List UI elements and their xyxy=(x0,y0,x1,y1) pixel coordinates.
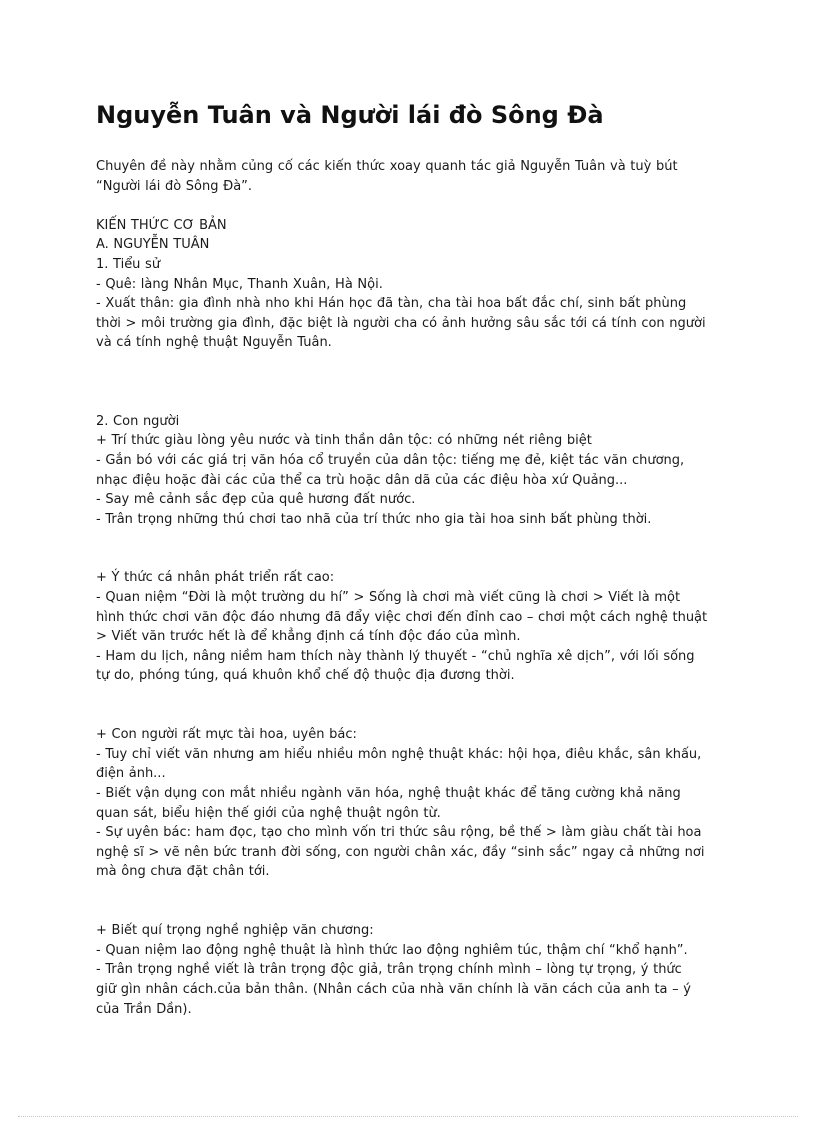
paragraph-spacer xyxy=(96,686,728,725)
biography-line: và cá tính nghệ thuật Nguyễn Tuân. xyxy=(96,335,332,351)
part-heading: A. NGUYỄN TUÂN xyxy=(96,237,210,253)
basic-knowledge-section xyxy=(96,216,728,353)
intro-line: “Người lái đò Sông Đà”. xyxy=(96,178,253,194)
intro-line: Chuyên đề này nhằm củng cố các kiến thức xoay quanh tác giả Nguyễn Tuân và tuỳ bút xyxy=(96,159,678,174)
biography-line: - Quê: làng Nhân Mục, Thanh Xuân, Hà Nội. xyxy=(96,276,383,292)
talent-line: - Sự uyên bác: ham đọc, tạo cho mình vốn tri thức sâu rộng, bề thế > làm giàu chất tài hoa xyxy=(96,825,702,841)
individualism-line: - Quan niệm “Đời là một trường du hí” > Sống là chơi mà viết cũng là chơi > Viết là một xyxy=(96,590,681,606)
individualism-line: + Ý thức cá nhân phát triển rất cao: xyxy=(96,570,335,586)
talent-line: quan sát, biểu hiện thế giới của nghệ thuật ngôn từ. xyxy=(96,805,441,821)
biography-heading: 1. Tiểu sử xyxy=(96,256,161,272)
individualism-line: > Viết văn trước hết là để khẳng định cá tính độc đáo của mình. xyxy=(96,629,521,645)
talent-section xyxy=(96,725,728,882)
person-line: - Say mê cảnh sắc đẹp của quê hương đất nước. xyxy=(96,492,416,508)
paragraph-spacer xyxy=(96,529,728,568)
biography-line: thời > môi trường gia đình, đặc biệt là người cha có ảnh hưởng sâu sắc tới cá tính con người xyxy=(96,315,706,331)
profession-line: - Quan niệm lao động nghệ thuật là hình thức lao động nghiêm túc, thậm chí “khổ hạnh”. xyxy=(96,942,688,958)
person-line: - Gắn bó với các giá trị văn hóa cổ truyền của dân tộc: tiếng mẹ đẻ, kiệt tác văn chương, xyxy=(96,452,685,468)
person-line: nhạc điệu hoặc đài các của thể ca trù hoặc dân dã của các điệu hòa xứ Quảng... xyxy=(96,472,628,488)
person-section xyxy=(96,412,728,530)
paragraph-spacer xyxy=(96,353,728,412)
individualism-line: tự do, phóng túng, quá khuôn khổ chế độ thuộc địa đương thời. xyxy=(96,668,515,684)
talent-line: điện ảnh... xyxy=(96,766,166,782)
biography-line: - Xuất thân: gia đình nhà nho khi Hán học đã tàn, cha tài hoa bất đắc chí, sinh bất phùng xyxy=(96,296,687,312)
individualism-line: - Ham du lịch, nâng niềm ham thích này thành lý thuyết - “chủ nghĩa xê dịch”, với lối sống xyxy=(96,648,695,664)
talent-line: + Con người rất mực tài hoa, uyên bác: xyxy=(96,727,357,743)
profession-line: của Trần Dần). xyxy=(96,1001,192,1017)
document-page xyxy=(96,98,728,1019)
person-line: + Trí thức giàu lòng yêu nước và tinh thần dân tộc: có những nét riêng biệt xyxy=(96,433,592,449)
page-bottom-divider xyxy=(18,1116,798,1117)
person-heading: 2. Con người xyxy=(96,413,180,429)
talent-line: mà ông chưa đặt chân tới. xyxy=(96,864,270,880)
individualism-line: hình thức chơi văn độc đáo nhưng đã đẩy việc chơi đến đỉnh cao – chơi một cách nghệ thuật xyxy=(96,609,708,625)
person-line: - Trân trọng những thú chơi tao nhã của trí thức nho gia tài hoa sinh bất phùng thời. xyxy=(96,511,652,527)
profession-line: giữ gìn nhân cách.của bản thân. (Nhân cách của nhà văn chính là văn cách của anh ta – ý xyxy=(96,981,691,997)
profession-section xyxy=(96,921,728,1019)
profession-line: + Biết quí trọng nghề nghiệp văn chương: xyxy=(96,923,374,939)
intro-paragraph xyxy=(96,157,728,196)
talent-line: - Biết vận dụng con mắt nhiều ngành văn hóa, nghệ thuật khác để tăng cường khả năng xyxy=(96,786,681,802)
individualism-section xyxy=(96,568,728,686)
profession-line: - Trân trọng nghề viết là trân trọng độc giả, trân trọng chính mình – lòng tự trọng, ý thức xyxy=(96,962,682,978)
document-title: Nguyễn Tuân và Người lái đò Sông Đà xyxy=(96,101,604,129)
paragraph-spacer xyxy=(96,882,728,921)
section-heading: KIẾN THỨC CƠ BẢN xyxy=(96,217,227,233)
talent-line: - Tuy chỉ viết văn nhưng am hiểu nhiều môn nghệ thuật khác: hội họa, điêu khắc, sân khấu, xyxy=(96,746,702,762)
talent-line: nghệ sĩ > vẽ nên bức tranh đời sống, con người chân xác, đầy “sinh sắc” ngay cả những nơi xyxy=(96,844,705,860)
